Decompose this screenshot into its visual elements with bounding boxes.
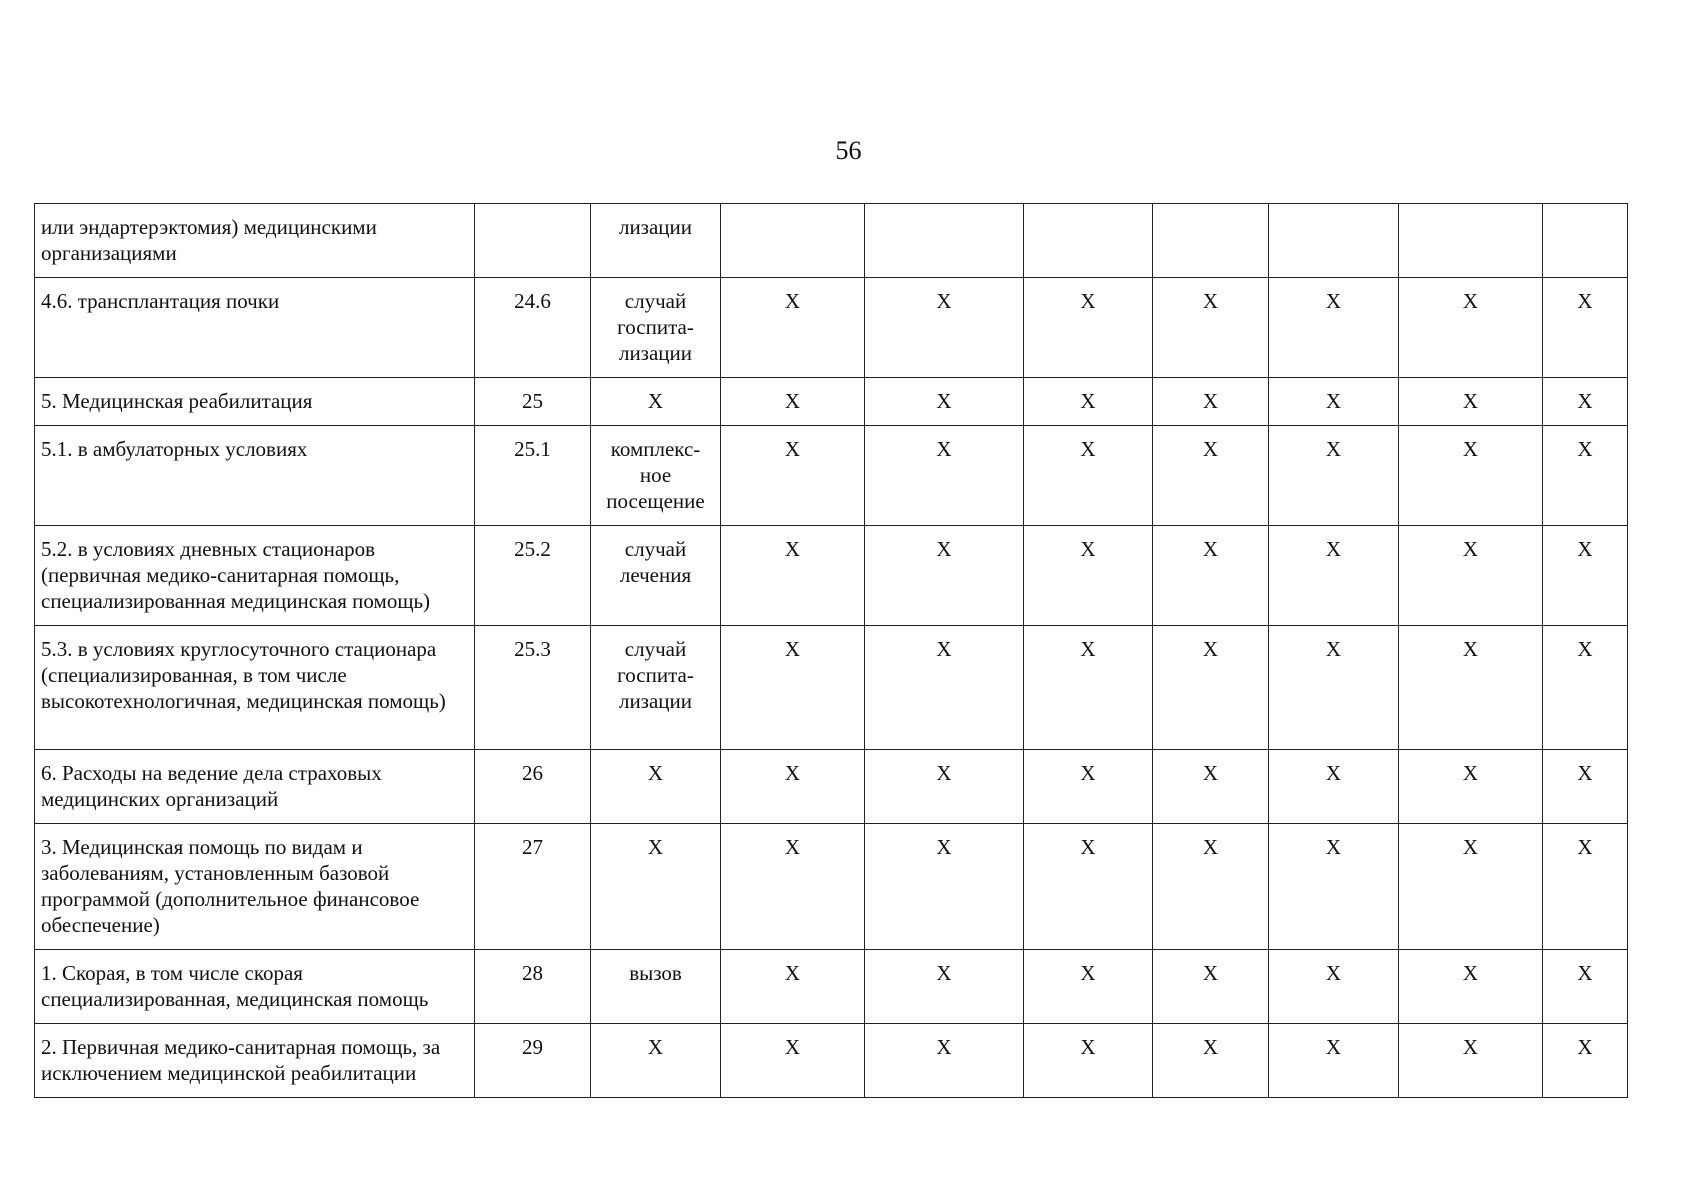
value-cell: X — [1024, 750, 1153, 824]
value-cell — [865, 204, 1024, 278]
value-cell: X — [1399, 278, 1543, 378]
table-row — [35, 626, 1628, 750]
value-cell: X — [1024, 626, 1153, 750]
value-cell: X — [1399, 1024, 1543, 1098]
value-cell — [1543, 204, 1628, 278]
value-cell: X — [721, 626, 865, 750]
value-cell: X — [1543, 824, 1628, 950]
value-cell: X — [1543, 950, 1628, 1024]
value-cell: X — [1269, 526, 1399, 626]
row-name-cell: 3. Медицинская помощь по видам и заболеваниям, установленным базовой программой (дополнительное финансовое обеспечение) — [35, 824, 475, 950]
row-code-cell: 24.6 — [475, 278, 591, 378]
value-cell: X — [1269, 1024, 1399, 1098]
row-unit-cell: случай госпита-лизации — [591, 278, 721, 378]
value-cell: X — [865, 278, 1024, 378]
value-cell: X — [1543, 378, 1628, 426]
value-cell: X — [721, 750, 865, 824]
value-cell: X — [865, 750, 1024, 824]
table-row — [35, 378, 1628, 426]
value-cell: X — [1543, 1024, 1628, 1098]
value-cell: X — [1543, 626, 1628, 750]
row-name-cell: или эндартерэктомия) медицинскими организациями — [35, 204, 475, 278]
row-name-cell: 4.6. трансплантация почки — [35, 278, 475, 378]
value-cell: X — [721, 1024, 865, 1098]
row-code-cell: 28 — [475, 950, 591, 1024]
row-code-cell: 27 — [475, 824, 591, 950]
value-cell: X — [1269, 824, 1399, 950]
row-unit-cell: случай лечения — [591, 526, 721, 626]
row-unit-cell: X — [591, 1024, 721, 1098]
page-number: 56 — [835, 136, 862, 165]
value-cell: X — [1153, 750, 1269, 824]
value-cell: X — [1269, 278, 1399, 378]
row-code-cell: 25.1 — [475, 426, 591, 526]
table-row — [35, 204, 1628, 278]
row-name-cell: 6. Расходы на ведение дела страховых медицинских организаций — [35, 750, 475, 824]
value-cell: X — [1153, 278, 1269, 378]
row-unit-cell: комплекс-ное посещение — [591, 426, 721, 526]
value-cell: X — [1399, 950, 1543, 1024]
value-cell: X — [1024, 950, 1153, 1024]
value-cell: X — [1543, 278, 1628, 378]
value-cell — [1399, 204, 1543, 278]
row-name-cell: 1. Скорая, в том числе скорая специализированная, медицинская помощь — [35, 950, 475, 1024]
value-cell: X — [1153, 378, 1269, 426]
value-cell: X — [865, 426, 1024, 526]
row-unit-cell: случай госпита-лизации — [591, 626, 721, 750]
row-name-cell: 5.1. в амбулаторных условиях — [35, 426, 475, 526]
value-cell: X — [1153, 950, 1269, 1024]
row-unit-cell: X — [591, 824, 721, 950]
row-name-cell: 5. Медицинская реабилитация — [35, 378, 475, 426]
row-unit-cell: лизации — [591, 204, 721, 278]
value-cell: X — [1269, 378, 1399, 426]
value-cell: X — [865, 378, 1024, 426]
table-row — [35, 950, 1628, 1024]
value-cell — [1153, 204, 1269, 278]
value-cell: X — [721, 278, 865, 378]
value-cell: X — [1153, 526, 1269, 626]
value-cell: X — [721, 950, 865, 1024]
value-cell: X — [1399, 526, 1543, 626]
data-table — [34, 203, 1628, 1098]
value-cell: X — [865, 626, 1024, 750]
row-unit-cell: X — [591, 750, 721, 824]
value-cell: X — [1269, 626, 1399, 750]
value-cell: X — [721, 526, 865, 626]
value-cell: X — [1024, 1024, 1153, 1098]
value-cell: X — [865, 1024, 1024, 1098]
value-cell: X — [1024, 824, 1153, 950]
value-cell: X — [1399, 426, 1543, 526]
row-code-cell: 25.3 — [475, 626, 591, 750]
value-cell: X — [1153, 824, 1269, 950]
value-cell: X — [1543, 750, 1628, 824]
value-cell: X — [1269, 750, 1399, 824]
value-cell: X — [1399, 824, 1543, 950]
value-cell: X — [1399, 750, 1543, 824]
row-code-cell: 25.2 — [475, 526, 591, 626]
table-row — [35, 750, 1628, 824]
value-cell: X — [865, 950, 1024, 1024]
row-code-cell: 26 — [475, 750, 591, 824]
row-code-cell: 29 — [475, 1024, 591, 1098]
row-code-cell — [475, 204, 591, 278]
value-cell: X — [1543, 526, 1628, 626]
row-name-cell: 5.3. в условиях круглосуточного стационара (специализированная, в том числе высокотехнологичная, медицинская помощь) — [35, 626, 475, 750]
table-row — [35, 824, 1628, 950]
value-cell — [1024, 204, 1153, 278]
row-name-cell: 2. Первичная медико-санитарная помощь, за исключением медицинской реабилитации — [35, 1024, 475, 1098]
value-cell: X — [721, 426, 865, 526]
value-cell: X — [1153, 626, 1269, 750]
table-row — [35, 426, 1628, 526]
table-row — [35, 1024, 1628, 1098]
table-body — [35, 204, 1628, 1098]
value-cell: X — [1399, 378, 1543, 426]
value-cell: X — [1399, 626, 1543, 750]
value-cell: X — [1269, 950, 1399, 1024]
row-code-cell: 25 — [475, 378, 591, 426]
row-unit-cell: вызов — [591, 950, 721, 1024]
value-cell: X — [1024, 378, 1153, 426]
value-cell: X — [865, 526, 1024, 626]
value-cell: X — [721, 824, 865, 950]
value-cell: X — [1024, 278, 1153, 378]
value-cell: X — [1024, 426, 1153, 526]
row-unit-cell: X — [591, 378, 721, 426]
value-cell: X — [1269, 426, 1399, 526]
value-cell: X — [1153, 1024, 1269, 1098]
value-cell: X — [865, 824, 1024, 950]
value-cell: X — [1153, 426, 1269, 526]
value-cell: X — [721, 378, 865, 426]
value-cell — [1269, 204, 1399, 278]
row-name-cell: 5.2. в условиях дневных стационаров (первичная медико-санитарная помощь, специализированная медицинская помощь) — [35, 526, 475, 626]
value-cell: X — [1543, 426, 1628, 526]
value-cell — [721, 204, 865, 278]
table-row — [35, 278, 1628, 378]
table-row — [35, 526, 1628, 626]
value-cell: X — [1024, 526, 1153, 626]
